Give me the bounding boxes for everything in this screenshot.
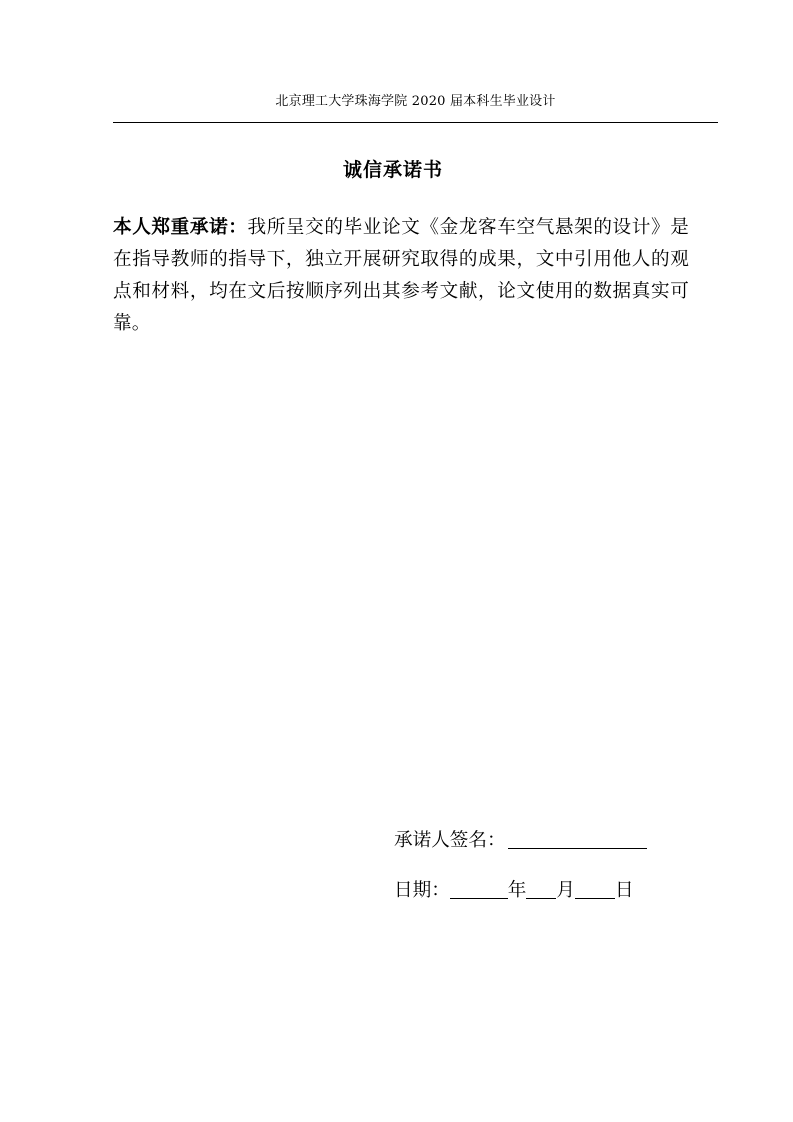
signature-label: 承诺人签名： bbox=[394, 830, 506, 851]
day-label: 日 bbox=[615, 880, 634, 901]
year-blank bbox=[450, 878, 508, 899]
month-blank bbox=[526, 878, 556, 899]
month-label: 月 bbox=[556, 880, 576, 901]
date-line bbox=[394, 878, 634, 904]
running-header: 北京理工大学珠海学院 2020 届本科生毕业设计 bbox=[275, 94, 556, 109]
pledge-lead: 本人郑重承诺： bbox=[113, 217, 248, 238]
signature-blank bbox=[508, 828, 647, 849]
year-label: 年 bbox=[507, 880, 527, 901]
date-label: 日期： bbox=[394, 880, 450, 901]
pledge-paragraph bbox=[113, 212, 689, 340]
pledge-body: 我所呈交的毕业论文《金龙客车空气悬架的设计》是在指导教师的指导下，独立开展研究取得的成果，文中引用他人的观点和材料，均在文后按顺序列出其参考文献，论文使用的数据真实可靠。 bbox=[113, 217, 689, 334]
document-title: 诚信承诺书 bbox=[342, 159, 443, 181]
header-rule bbox=[113, 122, 718, 123]
day-blank bbox=[575, 878, 615, 899]
signature-line bbox=[394, 828, 647, 854]
